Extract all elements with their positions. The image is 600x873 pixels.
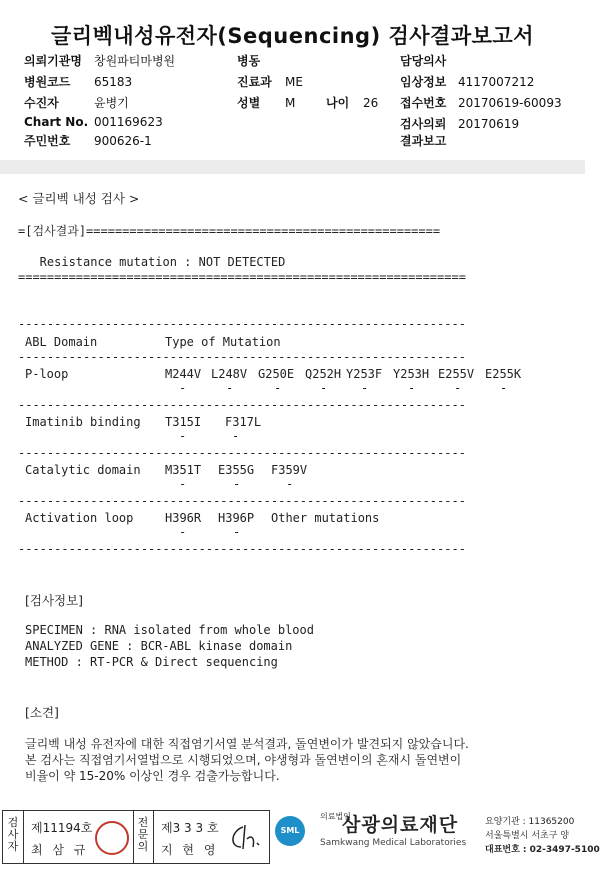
divider [133, 811, 134, 863]
label-specialist: 전 문 의 [137, 816, 149, 853]
sml-logo-icon: SML [275, 816, 305, 846]
marker: - [454, 381, 462, 395]
marker: - [500, 381, 508, 395]
info-title: [검사정보] [25, 593, 84, 608]
row-rule: -------------------------------------------------------------- [18, 446, 466, 460]
marker: - [286, 477, 294, 491]
info-method: METHOD : RT-PCR & Direct sequencing [25, 655, 278, 669]
header-field [400, 73, 534, 90]
header-value: 900626-1 [94, 134, 152, 148]
info-gene: ANALYZED GENE : BCR-ABL kinase domain [25, 639, 293, 653]
header-field [400, 94, 562, 111]
header-field [400, 115, 519, 132]
row-rule-bottom: -------------------------------------------------------------- [18, 542, 466, 556]
header-key: 병동 [237, 54, 261, 68]
marker: - [408, 381, 416, 395]
header-field [400, 52, 458, 69]
header-value: 창원파티마병원 [94, 54, 176, 68]
mutation-cell: E255K [485, 367, 522, 381]
specialist-id: 제3 3 3 호 [161, 821, 219, 835]
marker: - [179, 525, 187, 539]
signature-mark [225, 821, 265, 853]
header-key: 병원코드 [24, 75, 71, 89]
header-key: 수진자 [24, 96, 59, 110]
marker: - [233, 477, 241, 491]
other-mutations: Other mutations [271, 511, 380, 525]
header-value: 001169623 [94, 115, 163, 129]
header-key: 검사의뢰 [400, 117, 447, 131]
marker: - [274, 381, 282, 395]
opinion-line: 비율이 약 15-20% 이상인 경우 검출가능합니다. [25, 769, 280, 783]
marker: - [361, 381, 369, 395]
header-field [400, 132, 458, 149]
header-field [24, 132, 152, 149]
header-key: 의뢰기관명 [24, 54, 82, 68]
result-line: Resistance mutation : NOT DETECTED [18, 255, 286, 269]
org-info-phone: 대표번호 : 02-3497-5100 [485, 845, 600, 855]
header-key: 결과보고 [400, 134, 447, 148]
header-field [24, 73, 132, 90]
result-header: =[검사결과]================================================= [18, 224, 441, 238]
rule-under-header: -------------------------------------------------------------- [18, 350, 466, 364]
org-info-address: 서울특별시 서초구 양 [485, 831, 569, 841]
header-field [237, 73, 303, 90]
header-key: 임상정보 [400, 75, 447, 89]
domain-activation-loop: Activation loop [25, 511, 134, 525]
age-field [326, 94, 378, 111]
info-specimen: SPECIMEN : RNA isolated from whole blood [25, 623, 314, 637]
header-key: 성별 [237, 96, 261, 110]
marker: - [179, 381, 187, 395]
marker: - [179, 477, 187, 491]
org-english-name: Samkwang Medical Laboratories [320, 838, 467, 848]
row-rule: -------------------------------------------------------------- [18, 398, 466, 412]
col-type-header: Type of Mutation [165, 335, 281, 349]
header-field [24, 94, 129, 111]
header-separator [0, 160, 585, 174]
header-key: 접수번호 [400, 96, 447, 110]
mutation-cell: E255V [438, 367, 475, 381]
org-prefix: 의료법인 [320, 812, 351, 821]
header-field [237, 52, 285, 69]
label-examiner: 검 사 자 [7, 816, 19, 853]
examiner-name: 최 삼 규 [31, 843, 89, 857]
report-title: 글리벡내성유전자(Sequencing) 검사결과보고서 [51, 24, 534, 48]
mutation-cell: Q252H [305, 367, 342, 381]
mutation-cell: M244V [165, 367, 202, 381]
header-value: M [285, 96, 296, 110]
header-value: 20170619-60093 [458, 96, 562, 110]
header-value: 4117007212 [458, 75, 535, 89]
seal-stamp [95, 821, 129, 855]
domain-p-loop: P-loop [25, 367, 69, 381]
age-value: 26 [363, 96, 379, 110]
examiner-id: 제11194호 [31, 821, 93, 835]
marker: - [232, 429, 240, 443]
marker: - [179, 429, 187, 443]
header-key: 담당의사 [400, 54, 447, 68]
header-value: 윤병기 [94, 96, 129, 110]
marker: - [320, 381, 328, 395]
specialist-name: 지 현 영 [161, 843, 219, 857]
header-key: 주민번호 [24, 134, 71, 148]
col-domain-header: ABL Domain [25, 335, 98, 349]
mutation-cell: G250E [258, 367, 295, 381]
section-title: < 글리벡 내성 검사 > [18, 191, 140, 206]
domain-catalytic: Catalytic domain [25, 463, 141, 477]
mutation-cell: E355G [218, 463, 255, 477]
header-key: 진료과 [237, 75, 272, 89]
rule-top: -------------------------------------------------------------- [18, 317, 466, 331]
header-field [24, 115, 163, 129]
opinion-line: 본 검사는 직접염기서열법으로 시행되었으며, 야생형과 돌연변이의 혼재시 돌연변이 [25, 753, 462, 767]
mutation-cell: F317L [225, 415, 262, 429]
mutation-cell: F359V [271, 463, 308, 477]
header-field [24, 52, 175, 69]
double-rule: ============================================================== [18, 270, 466, 284]
mutation-cell: Y253H [393, 367, 430, 381]
domain-imatinib-binding: Imatinib binding [25, 415, 141, 429]
mutation-cell: H396R [165, 511, 202, 525]
footer [0, 806, 600, 866]
mutation-cell: M351T [165, 463, 202, 477]
opinion-title: [소견] [25, 705, 59, 720]
header-value: 20170619 [458, 117, 520, 131]
age-key: 나이 [326, 96, 350, 110]
divider [23, 811, 24, 863]
signature-box [2, 810, 270, 864]
mutation-cell: Y253F [346, 367, 383, 381]
opinion-line: 글리벡 내성 유전자에 대한 직접염기서열 분석결과, 돌연변이가 발견되지 않았습니다. [25, 737, 469, 751]
header-value: 65183 [94, 75, 133, 89]
mutation-cell: T315I [165, 415, 202, 429]
marker: - [233, 525, 241, 539]
header-field [237, 94, 295, 111]
mutation-cell: H396P [218, 511, 255, 525]
marker: - [226, 381, 234, 395]
mutation-cell: L248V [211, 367, 248, 381]
org-name: 삼광의료재단 [342, 814, 459, 836]
org-info-code: 요양기관 : 11365200 [485, 817, 575, 827]
header-key: Chart No. [24, 115, 89, 129]
divider [153, 811, 154, 863]
header-value: ME [285, 75, 303, 89]
row-rule: -------------------------------------------------------------- [18, 494, 466, 508]
